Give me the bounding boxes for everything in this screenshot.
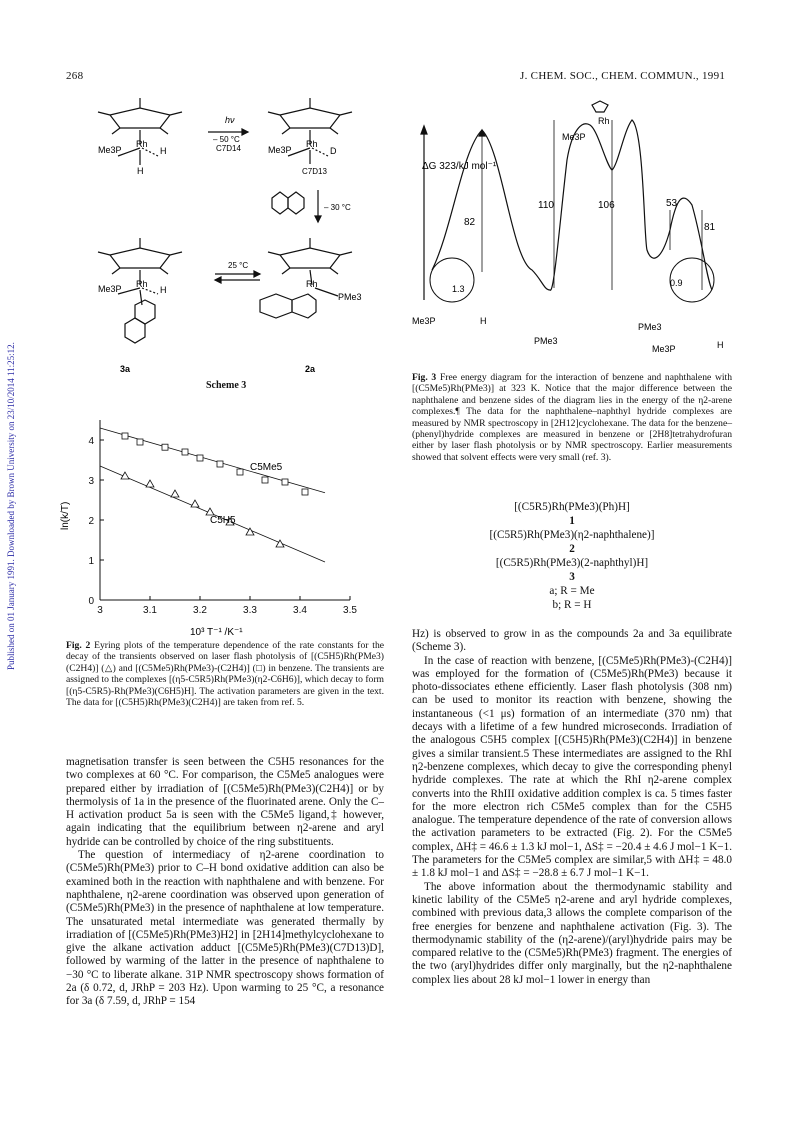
fig2-series-label-c5h5: C5H5 <box>210 515 236 526</box>
fig2-series-label-c5me5: C5Me5 <box>250 462 283 473</box>
page-number: 268 <box>66 70 84 82</box>
compound-2-number: 2 <box>569 543 575 555</box>
fig3-rh-top: Rh <box>598 116 610 126</box>
scheme-me3p-1: Me3P <box>98 145 122 155</box>
scheme-d-2: D <box>330 146 337 156</box>
scheme-pme3-4: PMe3 <box>338 292 362 302</box>
fig2-caption-label: Fig. 2 <box>66 640 91 651</box>
fig3-me3p-top: Me3P <box>562 132 586 142</box>
scheme-rh-4: Rh <box>306 279 318 289</box>
fig3-me3p-right: Me3P <box>652 344 676 354</box>
scheme-h-3: H <box>160 285 167 295</box>
compound-variant-a: a; R = Me <box>549 585 595 597</box>
fig3-value-0-9: 0.9 <box>670 278 683 288</box>
cp-ring-4 <box>260 238 352 318</box>
fig2-y-tick-label: 0 <box>88 596 94 607</box>
arrow1-hv: hν <box>225 115 235 125</box>
fig2-point-square <box>122 433 128 439</box>
fig3-energy-diagram <box>412 90 732 360</box>
compound-3: [(C5R5)Rh(PMe3)(2-naphthyl)H] <box>495 557 649 569</box>
fig3-me3p-left: Me3P <box>412 316 436 326</box>
scheme-h-1b: H <box>137 166 144 176</box>
scheme-rh-1: Rh <box>136 139 148 149</box>
fig3-value-110: 110 <box>538 200 554 211</box>
arrow1-temp: – 50 °C <box>213 135 240 144</box>
scheme-3-caption: Scheme 3 <box>206 380 247 391</box>
left-paragraph-2: The question of intermediacy of η2-arene coordination to (C5Me5)Rh(PMe3) prior to C–H bond oxidative addition can also be examined both in the reaction with naphthalene and with benzene. For naphthalene, η2-arene coordination was observed upon generation of (C5Me5)Rh(PMe3) in the presence of naphthalene at low temperature. The unsaturated metal intermediate was generated thermally by irradiation of [(C5Me5)Rh(PMe3)H2] in [2H14]methylcyclohexane to give the alkane activation adduct [(C5Me5)Rh(PMe3)(C7D13)D], followed by warming of the latter in the presence of naphthalene to −30 °C to liberate alkane. 31P NMR spectroscopy shows formation of 2a (δ 0.72, d, JRhP = 203 Hz). Upon warming to 25 °C, a resonance for 3a (δ 7.59, d, JRhP = 154 <box>66 849 384 1008</box>
fig2-point-square <box>182 449 188 455</box>
fig3-value-81: 81 <box>704 222 716 233</box>
journal-header: J. CHEM. SOC., CHEM. COMMUN., 1991 <box>520 70 726 82</box>
fig2-y-tick-label: 4 <box>88 436 94 447</box>
fig3-caption-text: Free energy diagram for the interaction of benzene and naphthalene with [(C5Me5)Rh(PMe3)] at 323 K. Notice that the major difference between the naphthalene and benzene sides of the diagram lies in the energy of the η2-arene complexes.¶ The data for the naphthalene–naphthyl hydride complexes are measured by NMR spectroscopy in [2H12]cyclohexane. The data for the benzene–(phenyl)hydride complexes are measured in benzene or [2H8]tetrahydrofuran either by laser flash photolysis or by NMR spectroscopy. Earlier measurements showed that solvent effects were very small (ref. 3). <box>412 372 733 463</box>
fig3-h-left: H <box>480 316 487 326</box>
compound-1: [(C5R5)Rh(PMe3)(Ph)H] <box>514 501 630 513</box>
label-3a: 3a <box>120 364 131 374</box>
compound-variant-b: b; R = H <box>552 599 592 611</box>
fig3-value-106: 106 <box>598 200 615 211</box>
fig3-value-1-3: 1.3 <box>452 284 465 294</box>
fig2-fit-line-0 <box>100 428 325 493</box>
download-note: Published on 01 January 1991. Downloaded by Brown University on 23/10/2014 11:25:12. <box>6 342 16 670</box>
fig2-caption-text: Eyring plots of the temperature dependence of the rate constants for the decay of the transients observed on laser flash photolysis of [(C5H5)Rh(PMe3)(C2H4)] (△) and [(C5Me5)Rh(PMe3)-(C2H4)] (□) in benzene. The transients are assigned to the complexes [(η5-C5R5)Rh(PMe3)(η2-C6H6)], which decay to form [(η5-C5R5)-Rh(PMe3)(C6H5)H]. The activation parameters are given in the text. The data for [(C5H5)Rh(PMe3)(C2H4)] are taken from ref. 5. <box>66 640 385 709</box>
fig2-x-tick-label: 3.5 <box>343 605 357 616</box>
arrow3-temp: 25 °C <box>228 261 249 270</box>
fig2-y-tick-label: 3 <box>88 476 94 487</box>
fig3-value-82: 82 <box>464 217 476 228</box>
fig2-y-tick-label: 1 <box>88 556 94 567</box>
fig2-x-tick-label: 3 <box>97 605 103 616</box>
fig2-point-square <box>162 444 168 450</box>
fig2-x-tick-label: 3.4 <box>293 605 307 616</box>
fig2-y-tick-label: 2 <box>88 516 94 527</box>
arrow1-solvent: C7D14 <box>216 144 241 153</box>
fig3-pme3-mid: PMe3 <box>534 336 558 346</box>
fig2-point-square <box>302 489 308 495</box>
fig2-caption <box>66 640 384 708</box>
scheme-me3p-3: Me3P <box>98 284 122 294</box>
fig2-point-triangle <box>171 490 179 497</box>
arrow2-temp: – 30 °C <box>324 203 351 212</box>
right-column-text <box>412 628 732 987</box>
scheme-me3p-2: Me3P <box>268 145 292 155</box>
fig2-eyring-plot <box>60 410 380 640</box>
right-paragraph-2: In the case of reaction with benzene, [(C5Me5)Rh(PMe3)-(C2H4)] was employed for the formation of (C5Me5)Rh(PMe3) because it photo-dissociates ethene efficiently. Laser flash photolysis (308 nm) can be used to monitor its reaction with benzene, showing the instantaneous (<1 μs) formation of an intermediate (370 nm) that decays with a lifetime of a few hundred microseconds. Irradiation of the analogous C5H5 complex [(C5H5)Rh(PMe3)(C2H4)] in benzene gives a similar transient.5 These intermediates are assigned to the RhI η2-benzene complexes, which decay to give the corresponding phenyl hydride complexes. The rate at which the RhI η2-arene complex converts into the RhIII oxidative addition complex is ca. 5 times faster for the more electron rich C5Me5 complex than for the C5H5 analogue. The temperature dependence of the rate of conversion allows the activation parameters to be extracted (Fig. 2). For the C5Me5 complex, ΔH‡ = 46.6 ± 1.3 kJ mol−1, ΔS‡ = −20.4 ± 4.6 J mol−1 K−1. The parameters for the C5Me5 complex are similar,5 with ΔH‡ = 48.0 ± 1.8 kJ mol−1 and ΔS‡ = −28.8 ± 6.7 J mol−1 K−1. <box>412 654 732 880</box>
fig2-point-square <box>237 469 243 475</box>
fig2-x-tick-label: 3.1 <box>143 605 157 616</box>
fig2-point-square <box>197 455 203 461</box>
fig2-x-tick-label: 3.2 <box>193 605 207 616</box>
compound-list <box>412 500 732 612</box>
scheme-c7d13: C7D13 <box>302 167 327 176</box>
label-2a: 2a <box>305 364 316 374</box>
fig2-point-square <box>262 477 268 483</box>
left-column-text <box>66 756 384 1009</box>
scheme-3 <box>80 90 400 390</box>
compound-3-number: 3 <box>569 571 575 583</box>
fig2-point-triangle <box>276 540 284 547</box>
fig3-value-53: 53 <box>666 198 678 209</box>
scheme-h-1: H <box>160 146 167 156</box>
scheme-rh-3: Rh <box>136 279 148 289</box>
right-paragraph-3: The above information about the thermodynamic stability and kinetic lability of the C5Me5 η2-arene and aryl hydride complexes, combined with previous data,3 allows the complete comparison of the free energies for benzene and naphthalene activation (Fig. 3). The thermodynamic stability of the (η2-arene)/(aryl)hydride pairs may be compared relative to the (C5Me5)Rh(PMe3) fragment. The energies of the two (aryl)hydrides differ only marginally, but the η2-naphthalene complex lies about 28 kJ mol−1 lower in energy than <box>412 880 732 986</box>
fig3-caption <box>412 372 732 463</box>
fig2-x-tick-label: 3.3 <box>243 605 257 616</box>
fig3-caption-label: Fig. 3 <box>412 372 437 383</box>
download-sidebar <box>6 250 20 670</box>
fig2-point-square <box>217 461 223 467</box>
compound-1-number: 1 <box>569 515 575 527</box>
fig3-h-right: H <box>717 340 724 350</box>
left-paragraph-1: magnetisation transfer is seen between the C5H5 resonances for the two complexes at 60 °C. For comparison, the C5Me5 analogues were prepared either by irradiation of [(C5Me5)Rh(PMe3)(C2H4)] or by thermolysis of 1a in the presence of the fluorinated arene. Only the C–H activation product 5a is seen with the C5Me5 ligand,‡ however, again indicating that the equilibrium between η2-arene and aryl hydride can be controlled by choice of the ring substituents. <box>66 756 384 848</box>
fig2-point-square <box>137 439 143 445</box>
fig3-pme3-right: PMe3 <box>638 322 662 332</box>
fig2-point-triangle <box>191 500 199 507</box>
fig2-y-axis-label: ln(k/T) <box>60 501 71 530</box>
scheme-rh-2: Rh <box>306 139 318 149</box>
compound-2: [(C5R5)Rh(PMe3)(η2-naphthalene)] <box>489 529 655 541</box>
fig2-point-square <box>282 479 288 485</box>
fig2-x-axis-label: 10³ T⁻¹ /K⁻¹ <box>190 627 243 638</box>
fig3-axis-label: ΔG 323/kJ mol⁻¹ <box>422 161 497 172</box>
fig2-point-triangle <box>146 480 154 487</box>
right-paragraph-1: Hz) is observed to grow in as the compounds 2a and 3a equilibrate (Scheme 3). <box>412 628 732 654</box>
